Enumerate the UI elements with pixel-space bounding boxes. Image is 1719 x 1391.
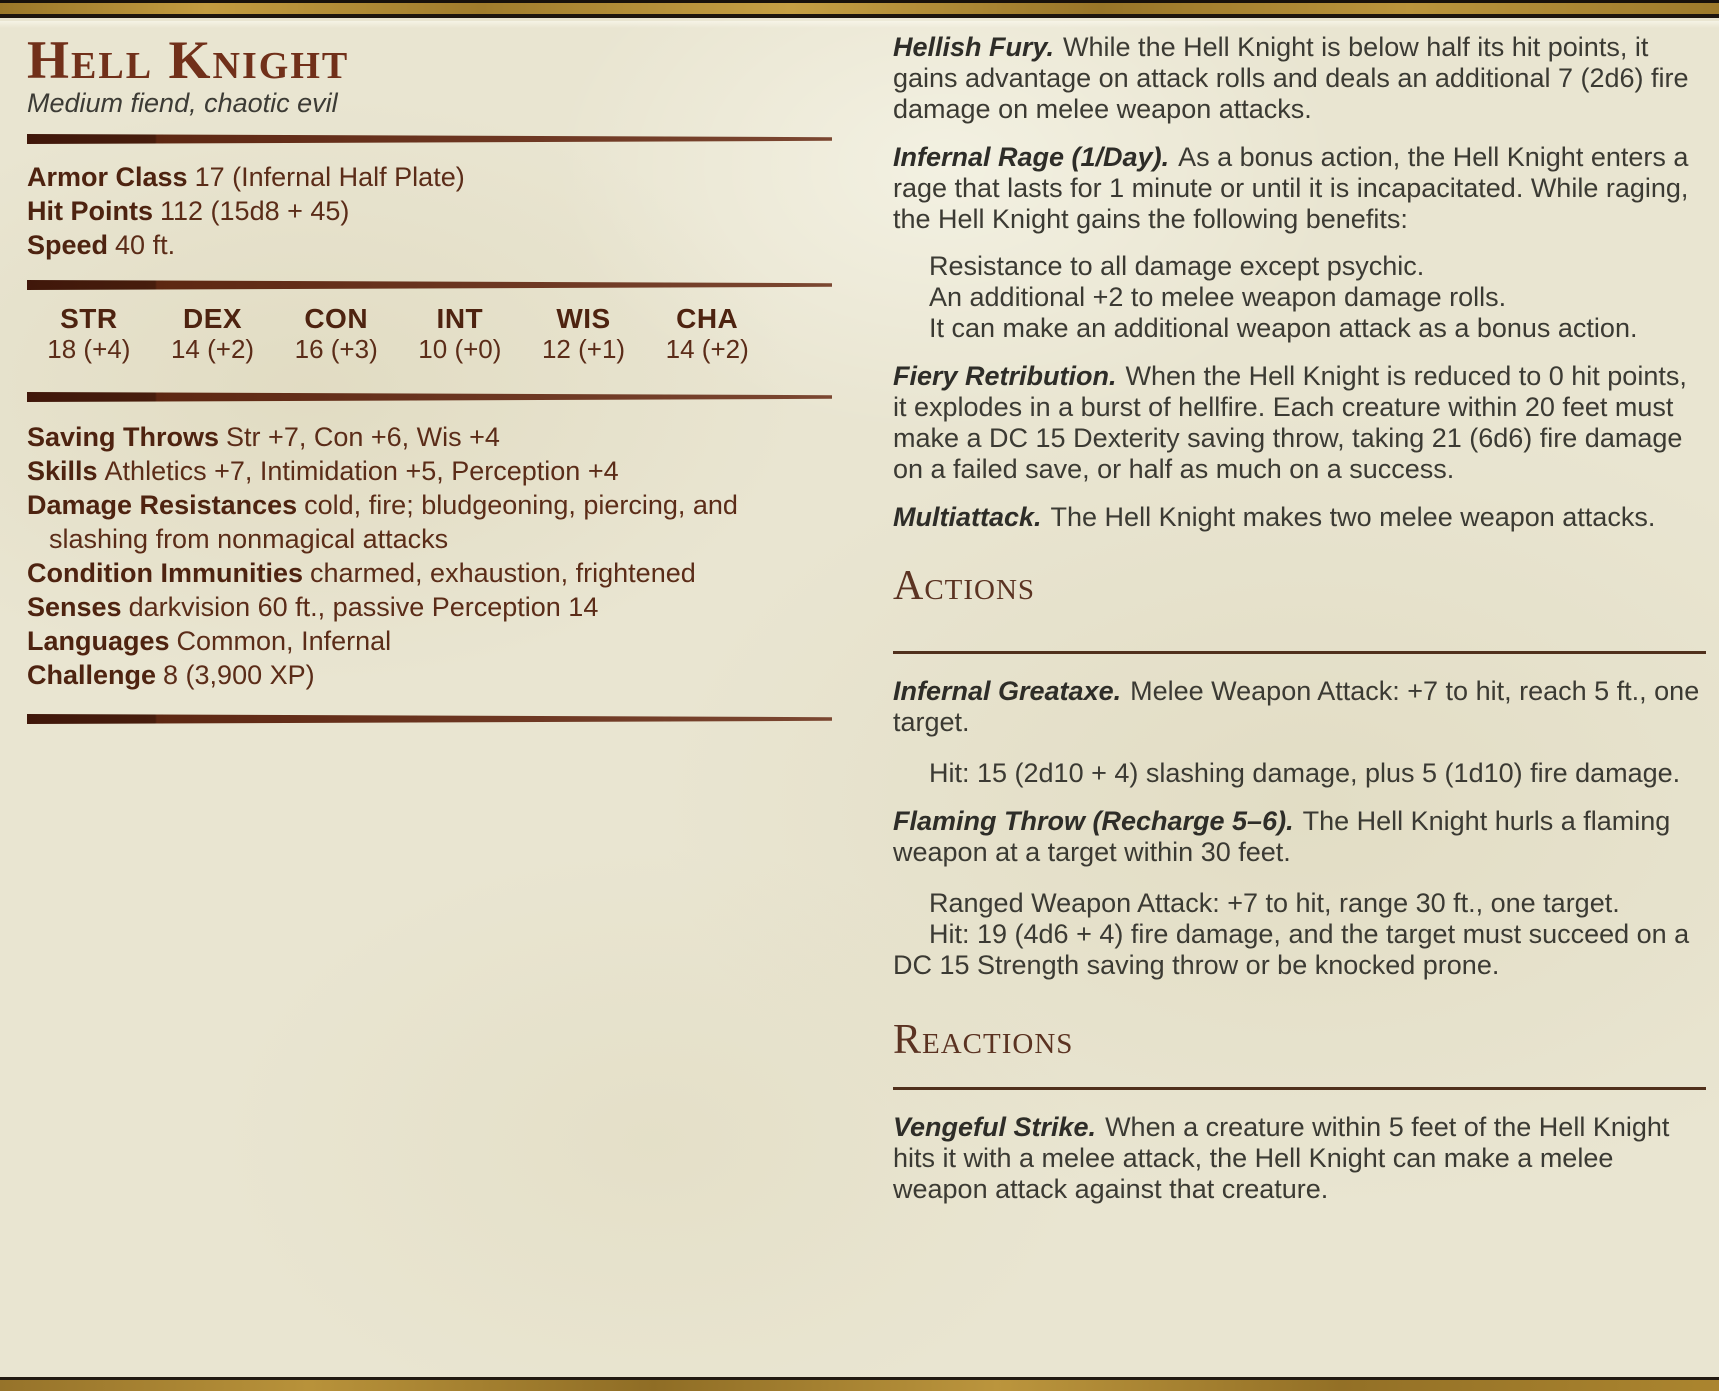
- action-infernal-greataxe: [893, 676, 1706, 738]
- trait-text: While the Hell Knight is below half its hit points, it gains advantage on attack rolls and deals an additional 7 (2d6) fire damage on melee weapon attacks.: [893, 32, 1689, 124]
- languages-label: Languages: [27, 626, 170, 656]
- reaction-vengeful-strike: [893, 1112, 1706, 1205]
- trait-text: The Hell Knight makes two melee weapon attacks.: [1050, 502, 1656, 532]
- skills-label: Skills: [27, 456, 98, 486]
- rage-benefit-item: An additional +2 to melee weapon damage rolls.: [929, 282, 1507, 312]
- ability-str-label: STR: [60, 303, 118, 334]
- speed-line: [27, 228, 832, 262]
- right-column: [893, 32, 1706, 1205]
- trait-name: Hellish Fury.: [893, 32, 1055, 62]
- rage-benefits-list: [893, 251, 1706, 344]
- damage-resistances-value: cold, fire; bludgeoning, piercing, and slashing from nonmagical attacks: [49, 490, 738, 554]
- ability-int: [398, 304, 522, 364]
- reactions-heading: Reactions: [893, 1017, 1074, 1063]
- action-flaming-throw: [893, 806, 1706, 868]
- creature-type: Medium fiend, chaotic evil: [27, 88, 338, 118]
- senses-line: [27, 590, 832, 624]
- skills-line: [27, 454, 832, 488]
- section-divider: [893, 1087, 1706, 1090]
- creature-name: Hell Knight: [27, 30, 350, 90]
- languages-value: Common, Infernal: [176, 626, 392, 656]
- ability-str: [27, 304, 151, 364]
- ability-dex-score: 14 (+2): [170, 334, 255, 364]
- trait-name: Infernal Rage (1/Day).: [893, 142, 1170, 172]
- rage-benefit-item: It can make an additional weapon attack as a bonus action.: [929, 313, 1638, 343]
- reaction-name: Vengeful Strike.: [893, 1112, 1097, 1142]
- ability-wis-label: WIS: [556, 303, 611, 334]
- action-text: Melee Weapon Attack: +7 to hit, reach 5 ft., one target.: [893, 676, 1700, 737]
- hit-points-label: Hit Points: [27, 196, 153, 226]
- hit-points-value: 112 (15d8 + 45): [160, 196, 350, 226]
- condition-immunities-line: [27, 556, 832, 590]
- rage-benefit-item: Resistance to all damage except psychic.: [929, 251, 1425, 281]
- challenge-label: Challenge: [27, 660, 157, 690]
- speed-label: Speed: [27, 230, 109, 260]
- saving-throws-line: [27, 420, 832, 454]
- ability-dex-label: DEX: [182, 303, 243, 334]
- action-greataxe-hit: Hit: 15 (2d10 + 4) slashing damage, plus 5 (1d10) fire damage.: [929, 758, 1681, 788]
- skills-value: Athletics +7, Intimidation +5, Perception +4: [104, 456, 619, 486]
- armor-class-line: [27, 160, 832, 194]
- ability-con-label: CON: [304, 303, 369, 334]
- speed-value: 40 ft.: [115, 230, 176, 260]
- trait-text: When the Hell Knight is reduced to 0 hit points, it explodes in a burst of hellfire. Each creature within 20 feet must make a DC 15 Dexterity saving throw, taking 21 (6d6) fire damage on a failed save, or half as much on a success.: [893, 361, 1687, 484]
- ability-wis-score: 12 (+1): [541, 334, 626, 364]
- trait-name: Fiery Retribution.: [893, 361, 1117, 391]
- condition-immunities-label: Condition Immunities: [27, 558, 303, 588]
- armor-class-label: Armor Class: [27, 162, 188, 192]
- tapered-divider: [27, 134, 832, 144]
- reaction-text: When a creature within 5 feet of the Hell Knight hits it with a melee attack, the Hell Knight can make a melee weapon attack against that creature.: [893, 1112, 1670, 1204]
- trait-name: Multiattack.: [893, 502, 1042, 532]
- ability-int-label: INT: [436, 303, 484, 334]
- languages-line: [27, 624, 832, 658]
- core-stats: [27, 160, 832, 262]
- trait-fiery-retribution: [893, 361, 1706, 485]
- trait-hellish-fury: [893, 32, 1706, 125]
- action-text: The Hell Knight hurls a flaming weapon at a target within 30 feet.: [893, 806, 1671, 867]
- ability-con: [274, 304, 398, 364]
- trait-infernal-rage: [893, 142, 1706, 235]
- actions-heading: Actions: [893, 563, 1036, 609]
- action-flaming-throw-attack: Ranged Weapon Attack: +7 to hit, range 30 ft., one target.: [929, 888, 1620, 918]
- ability-cha-score: 14 (+2): [665, 334, 749, 364]
- ability-dex: [151, 304, 275, 364]
- challenge-value: 8 (3,900 XP): [163, 660, 315, 690]
- senses-label: Senses: [27, 592, 122, 622]
- section-divider: [893, 651, 1706, 654]
- action-name: Flaming Throw (Recharge 5–6).: [893, 806, 1294, 836]
- senses-value: darkvision 60 ft., passive Perception 14: [128, 592, 599, 622]
- damage-resistances-label: Damage Resistances: [27, 490, 298, 520]
- challenge-line: [27, 658, 832, 692]
- tapered-divider: [27, 280, 832, 290]
- ability-scores-table: [27, 304, 769, 364]
- ability-wis: [522, 304, 646, 364]
- tapered-divider: [27, 714, 832, 724]
- saving-throws-label: Saving Throws: [27, 422, 220, 452]
- trait-text: As a bonus action, the Hell Knight enters a rage that lasts for 1 minute or until it is incapacitated. While raging, the Hell Knight gains the following benefits:: [893, 142, 1689, 234]
- left-column: [27, 32, 832, 1205]
- damage-resistances-line: [27, 488, 832, 556]
- action-flaming-throw-hit: Hit: 19 (4d6 + 4) fire damage, and the target must succeed on a DC 15 Strength saving throw or be knocked prone.: [893, 919, 1690, 980]
- trait-multiattack: [893, 502, 1706, 533]
- tapered-divider: [27, 392, 832, 402]
- ability-cha-label: CHA: [676, 303, 739, 334]
- action-name: Infernal Greataxe.: [893, 676, 1122, 706]
- condition-immunities-value: charmed, exhaustion, frightened: [310, 558, 696, 588]
- detail-properties: [27, 420, 832, 692]
- ability-con-score: 16 (+3): [294, 334, 378, 364]
- ornamental-bottom-border: [0, 1377, 1719, 1391]
- ability-str-score: 18 (+4): [47, 334, 131, 364]
- hit-points-line: [27, 194, 832, 228]
- ability-cha: [645, 304, 769, 364]
- armor-class-value: 17 (Infernal Half Plate): [194, 162, 465, 192]
- ability-int-score: 10 (+0): [418, 334, 502, 364]
- saving-throws-value: Str +7, Con +6, Wis +4: [226, 422, 500, 452]
